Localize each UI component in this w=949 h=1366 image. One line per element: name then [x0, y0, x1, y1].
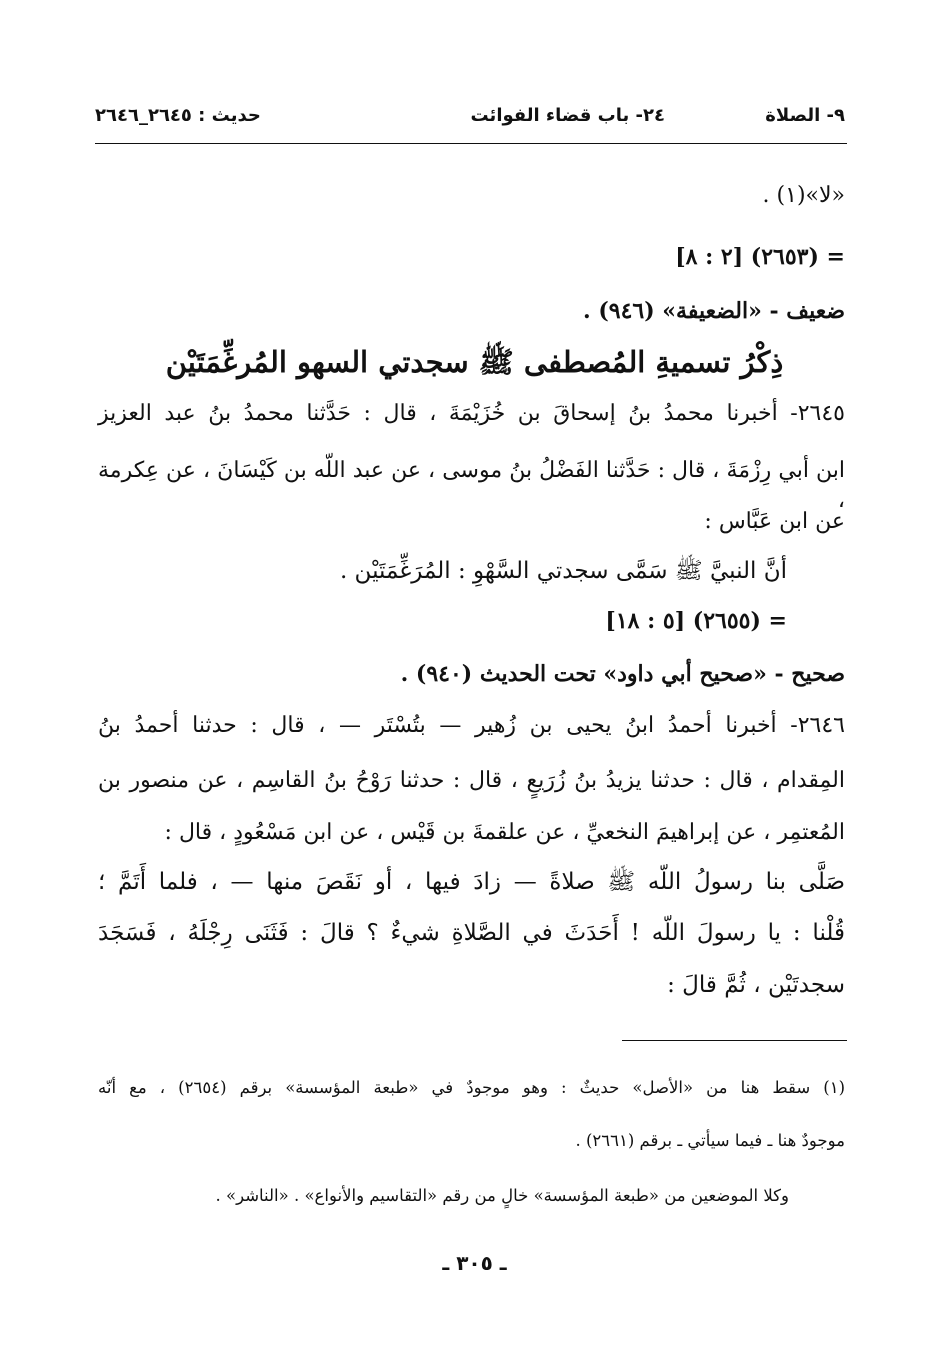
hadith-2646-chain: ٢٦٤٦- أخبرنا أحمدُ ابنُ يحيى بن زُهير — بتُسْتَر — ، قال : حدثنا أحمدُ بنُ [98, 713, 845, 738]
hadith-2646-text: سجدتَيْن ، ثُمَّ قالَ : [667, 972, 845, 998]
hadith-2646-chain: المِقدام ، قال : حدثنا يزيدُ بنُ زُرَيعٍ ، قال : حدثنا رَوْحُ بنُ القاسِم ، عن منصور بن [98, 768, 845, 793]
footnote-line: (١) سقط هنا من «الأصل» حديثٌ : وهو موجودٌ في «طبعة المؤسسة» برقم (٢٦٥٤) ، مع أنّه [98, 1078, 845, 1097]
hadith-2645-chain: عن ابن عَبَّاس : [704, 509, 845, 534]
grading-line: ضعيف - «الضعيفة» (٩٤٦) . [583, 298, 845, 324]
text-line: «لا»(١) . [762, 183, 845, 208]
hadith-2646-text: قُلْنا : يا رسولَ اللّه ! أَحَدَثَ في الصَّلاةِ شيءٌ ؟ قالَ : فَثَنَى رِجْلَهُ ، فَسَجَدَ [98, 920, 845, 946]
hadith-2646-chain: المُعتمِر ، عن إبراهيمَ النخعيِّ ، عن علقمةَ بن قَيْس ، عن ابن مَسْعُودٍ ، قال : [164, 820, 845, 845]
hadith-2645-text: أنَّ النبيَّ ﷺ سَمَّى سجدتي السَّهْوِ : المُرَغِّمَتَيْن . [339, 558, 787, 584]
hadith-2645-chain: ابن أبي رِزْمَةَ ، قال : حَدَّثنا الفَضْلُ بنُ موسى ، عن عبد اللّه بن كَيْسَانَ ، عن عِكرمة ، [98, 458, 845, 513]
header-divider [95, 143, 847, 144]
chapter-heading: ذِكْرُ تسميةِ المُصطفى ﷺ سجدتي السهو المُرغِّمَتَيْن [165, 345, 784, 379]
grading-line: صحيح - «صحيح أبي داود» تحت الحديث (٩٤٠) . [400, 661, 845, 687]
chapter-title: ٩- الصلاة [765, 105, 845, 126]
footnote-line: موجودٌ هنا ـ فيما سيأتي ـ برقم (٢٦٦١) . [575, 1131, 845, 1150]
section-title: ٢٤- باب قضاء الفوائت [470, 105, 665, 126]
cross-reference: = (٢٦٥٣) [٢ : ٨] [675, 244, 845, 270]
cross-reference: = (٢٦٥٥) [٥ : ١٨] [605, 608, 787, 634]
running-header [95, 105, 845, 135]
footnote-divider [622, 1040, 847, 1041]
hadith-2645-chain: ٢٦٤٥- أخبرنا محمدُ بنُ إسحاقَ بن خُزَيْمَةَ ، قال : حَدَّثنا محمدُ بنُ عبد العزيز [98, 401, 845, 426]
page-number: ـ ٣٠٥ ـ [442, 1251, 507, 1275]
footnote-line: وكلا الموضعين من «طبعة المؤسسة» خالٍ من رقم «التقاسيم والأنواع» . «الناشر» . [215, 1186, 789, 1205]
hadith-range: حديث : ٢٦٤٥_٢٦٤٦ [95, 105, 261, 126]
hadith-2646-text: صَلَّى بنا رسولُ اللّه ﷺ صلاةً — زادَ فيها ، أو نَقَصَ منها — ، فلما أَتَمَّ ؛ [98, 869, 845, 895]
